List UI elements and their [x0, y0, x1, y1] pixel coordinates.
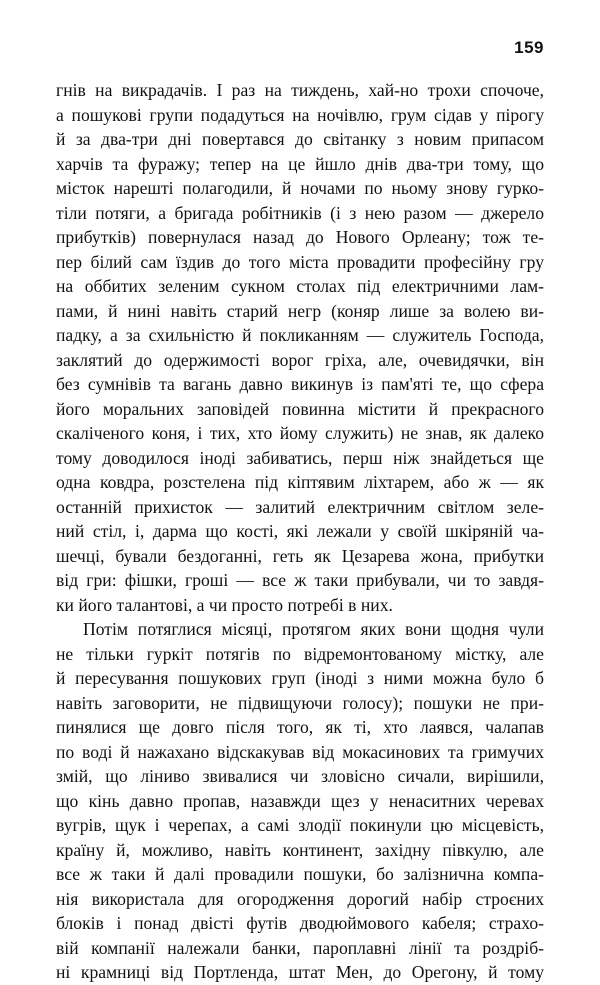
body-text: [56, 78, 544, 985]
text-line: харчів та фуражу; тепер на це йшло днів два-три тому, що: [56, 153, 544, 174]
text-line: останній прихисток — залитий електричним світлом зеле-: [56, 496, 544, 517]
text-line: ні крамниці від Портленда, штат Мен, до Орегону, й тому: [56, 962, 544, 982]
text-line: все ж таки й далі провадили пошуки, бо залізнична компа-: [56, 864, 544, 884]
text-line: нія використала для огородження дорогий набір строєних: [56, 888, 544, 909]
text-line: шечці, бували бездоганні, геть як Цезарева жона, прибутки: [56, 545, 544, 566]
page-number: 159: [514, 38, 544, 57]
text-line: ний стіл, і, дарма що кості, які лежали у своїй шкіряній ча-: [56, 521, 544, 541]
paragraph: [56, 617, 544, 985]
text-line: Потім потяглися місяці, протягом яких вони щодня чули: [83, 619, 544, 639]
text-line: вій компанії належали банки, пароплавні лінії та роздріб-: [56, 937, 544, 958]
text-line: навіть заговорити, не підвищуючи голосу); пошуки не при-: [56, 692, 544, 713]
text-line: по воді й нажахано відскакував від мокасинових та гримучих: [56, 741, 544, 762]
text-line: без сумнівів та вагань давно викинув із пам'яті те, що сфера: [56, 374, 544, 394]
text-line: скаліченого коня, і тих, хто йому служить) не знав, як далеко: [56, 423, 544, 443]
text-line: заклятий до одержимості ворог гріха, але, очевидячки, він: [56, 349, 544, 370]
text-line: що кінь давно пропав, назавжди щез у ненаситних черевах: [56, 790, 544, 811]
text-line: пинялися ще довго після того, як ті, хто лаявся, чалапав: [56, 717, 544, 737]
text-line: країну й, можливо, навіть континент, західну півкулю, але: [56, 839, 544, 860]
text-line: а пошукові групи подадуться на ночівлю, грум сідав у пірогу: [56, 104, 544, 125]
text-line: місток нарешті полагодили, й ночами по ньому знову гурко-: [56, 178, 544, 198]
text-line: пами, й нині навіть старий негр (коняр лише за волею ви-: [56, 300, 544, 321]
text-line: його моральних заповідей повинна містити й прекрасного: [56, 398, 544, 419]
text-line: змій, що ліниво звивалися чи зловісно сичали, вирішили,: [56, 766, 544, 786]
text-line: тому доводилося іноді забиватись, перш ніж знайдеться ще: [56, 447, 544, 468]
text-line: блоків і понад двісті футів дводюймового кабеля; страхо-: [56, 913, 544, 933]
text-line: не тільки гуркіт потягів по відремонтованому містку, але: [56, 643, 544, 664]
text-line: падку, а за схильністю й покликанням — служитель Господа,: [56, 325, 544, 345]
text-line: одна ковдра, розстелена під кіптявим ліхтарем, або ж — як: [56, 472, 544, 492]
text-line: тіли потяги, а бригада робітників (і з нею разом — джерело: [56, 202, 544, 223]
text-line: й за два-три дні повертався до світанку з новим припасом: [56, 129, 544, 149]
text-line: від гри: фішки, гроші — все ж таки прибували, чи то завдя-: [56, 570, 544, 590]
text-line: прибутків) повернулася назад до Нового Орлеану; тож те-: [56, 227, 544, 247]
text-line: й пересування пошукових груп (іноді з ними можна було б: [56, 668, 544, 688]
text-line: на оббитих зеленим сукном столах під електричними лам-: [56, 276, 544, 296]
paragraph: [56, 78, 544, 617]
text-line: ки його талантові, а чи просто потребі в них.: [56, 594, 393, 615]
text-line: гнів на викрадачів. І раз на тиждень, хай-но трохи спочоче,: [56, 80, 544, 100]
text-line: пер білий сам їздив до того міста провадити професійну гру: [56, 251, 544, 272]
text-line: вугрів, щук і черепах, а самі злодії покинули цю місцевість,: [56, 815, 544, 835]
